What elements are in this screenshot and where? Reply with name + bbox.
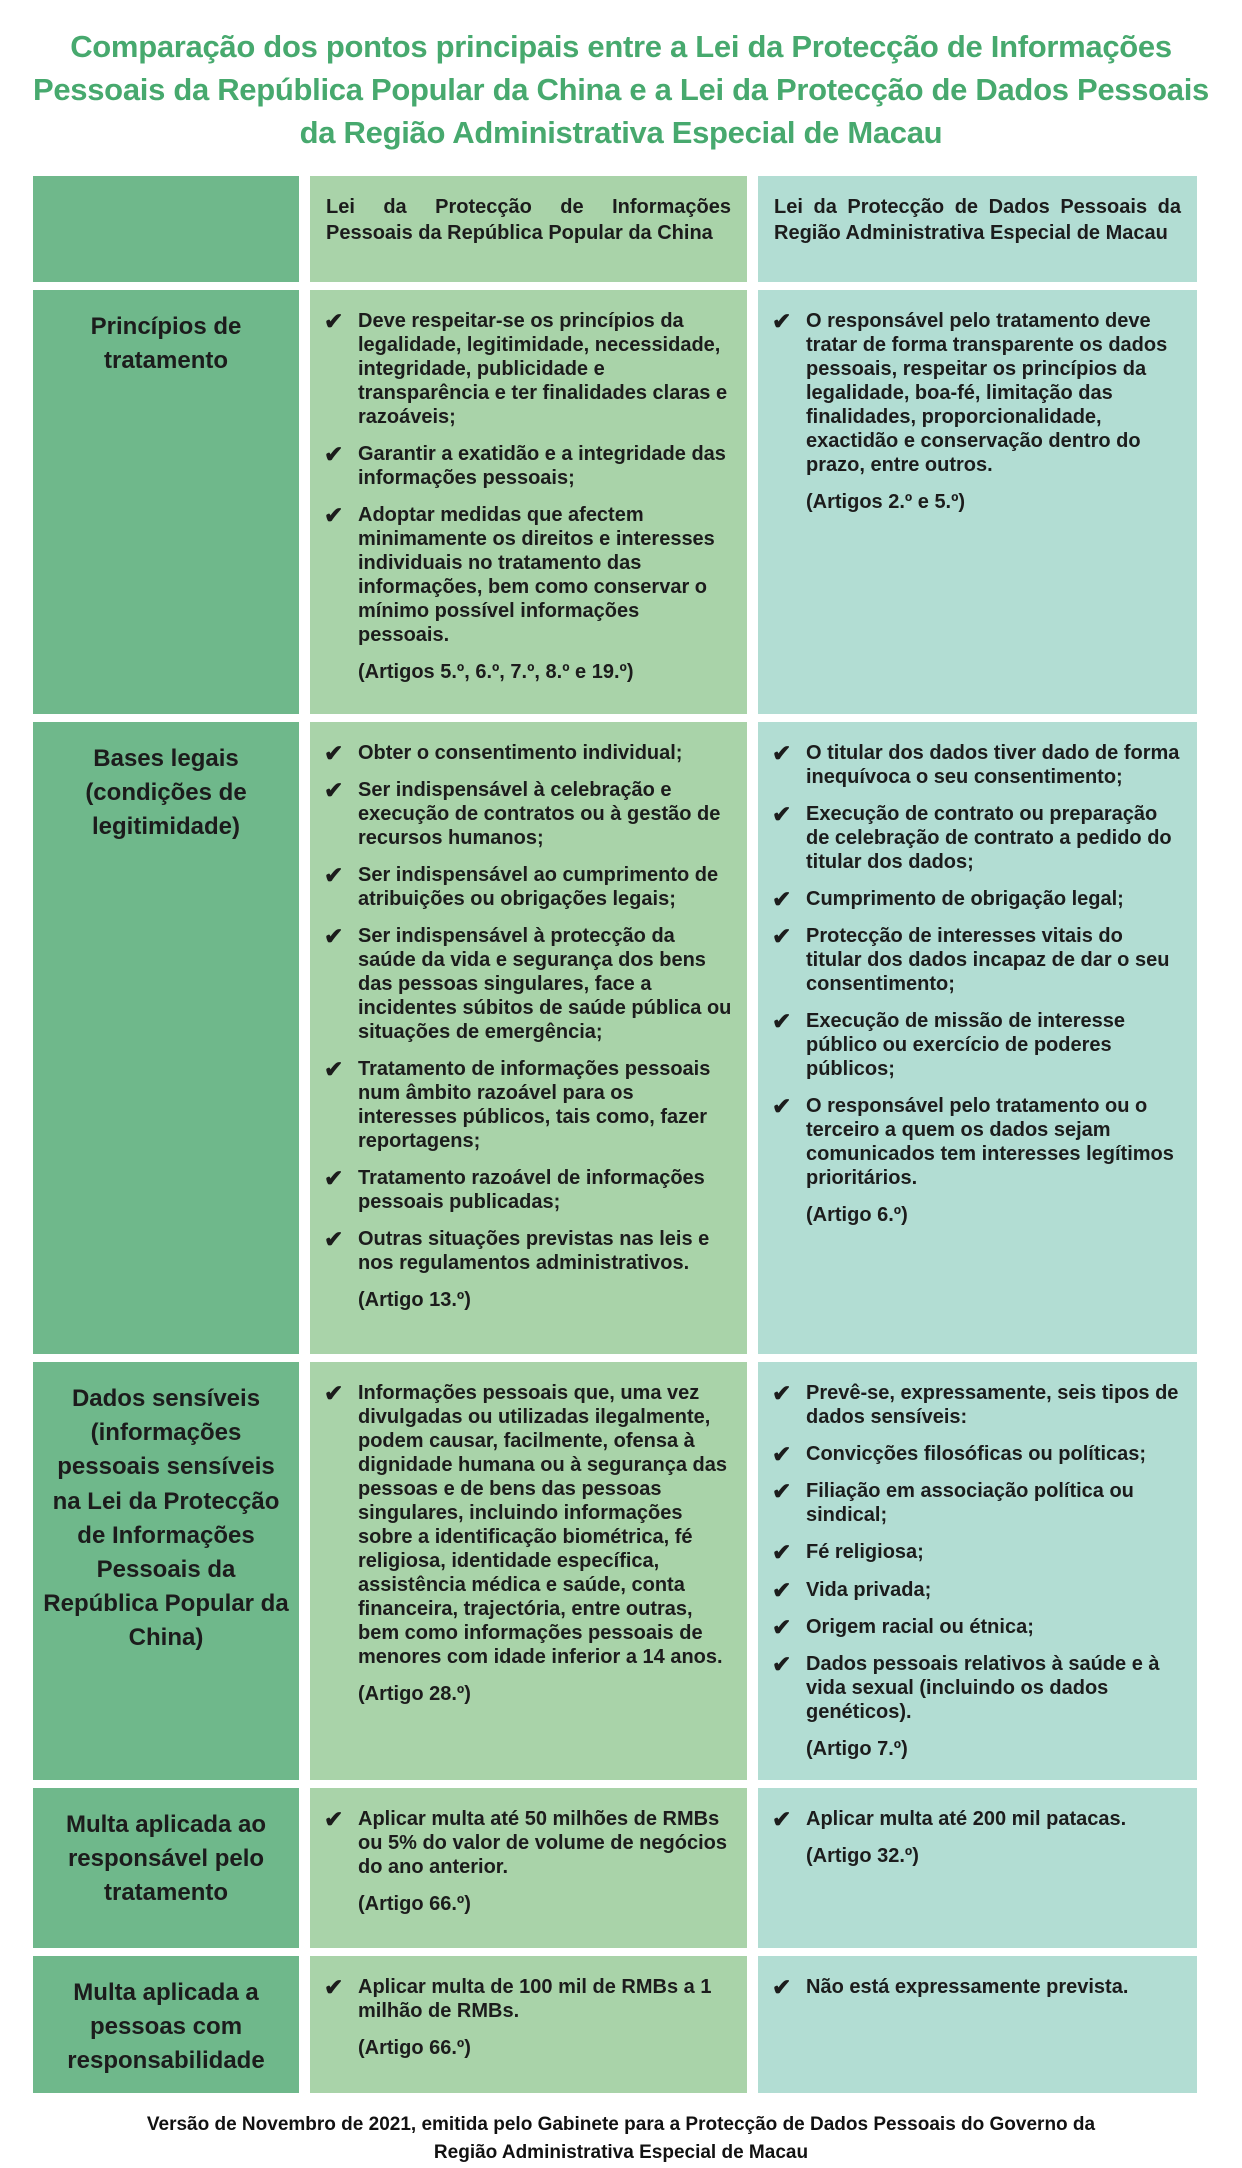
checklist-item: [772, 1615, 1183, 1639]
check-icon: ✔: [324, 1974, 344, 2001]
check-icon: ✔: [324, 1380, 344, 1407]
check-icon: ✔: [324, 1056, 344, 1083]
article-reference: (Artigo 66.º): [358, 2037, 471, 2060]
item-text: Convicções filosóficas ou políticas;: [806, 1443, 1147, 1466]
checklist-item: [324, 924, 733, 1044]
checklist-item: [324, 778, 733, 850]
item-text: Aplicar multa até 50 milhões de RMBs ou 5% do valor de volume de negócios do ano anterior.: [358, 1808, 727, 1879]
check-icon: ✔: [772, 1478, 792, 1505]
item-text: Outras situações previstas nas leis e nos regulamentos administrativos.: [358, 1228, 710, 1275]
check-icon: ✔: [324, 923, 344, 950]
item-text: Não está expressamente prevista.: [806, 1976, 1129, 1999]
macau-law-cell: [758, 722, 1197, 1354]
check-icon: ✔: [772, 1008, 792, 1035]
article-reference: (Artigos 2.º e 5.º): [806, 491, 966, 514]
item-text: Fé religiosa;: [806, 1541, 924, 1564]
column-header-macau-law: Lei da Protecção de Dados Pessoais da Região Administrativa Especial de Macau: [758, 176, 1197, 282]
check-icon: ✔: [772, 1806, 792, 1833]
article-reference: (Artigo 7.º): [806, 1737, 908, 1760]
item-text: Informações pessoais que, uma vez divulgadas ou utilizadas ilegalmente, podem causar, facilmente, ofensa à dignidade humana ou à segurança das pessoas e de bens das pessoas singulares, incluindo informações sobre a identificação biométrica, fé religiosa, identidade específica, assistência médica e saúde, conta financeira, trajectória, entre outras, bem como informações pessoais de menores com idade inferior a 14 anos.: [358, 1382, 727, 1669]
item-text: Obter o consentimento individual;: [358, 742, 683, 765]
row-header: Multa aplicada a pessoas com responsabilidade: [33, 1956, 299, 2092]
article-reference: (Artigo 28.º): [358, 1683, 471, 1706]
check-icon: ✔: [324, 1226, 344, 1253]
item-text: Execução de missão de interesse público ou exercício de poderes públicos;: [806, 1010, 1126, 1081]
checklist-item: [324, 741, 733, 765]
check-icon: ✔: [324, 441, 344, 468]
check-icon: ✔: [772, 1441, 792, 1468]
item-text: Tratamento razoável de informações pessoais publicadas;: [358, 1167, 705, 1214]
checklist-item: [772, 309, 1183, 477]
checklist-item: [772, 802, 1183, 874]
item-text: O titular dos dados tiver dado de forma inequívoca o seu consentimento;: [806, 742, 1180, 789]
checklist-item: [772, 741, 1183, 789]
checklist-item: [772, 924, 1183, 996]
checklist-item: [772, 1009, 1183, 1081]
macau-law-cell: [758, 1956, 1197, 2092]
item-text: O responsável pelo tratamento ou o terceiro a quem os dados sejam comunicados tem interesses legítimos prioritários.: [806, 1095, 1174, 1190]
item-text: Dados pessoais relativos à saúde e à vida sexual (incluindo os dados genéticos).: [806, 1652, 1160, 1723]
article-reference: (Artigo 66.º): [358, 1893, 471, 1916]
check-icon: ✔: [772, 1974, 792, 2001]
check-icon: ✔: [324, 862, 344, 889]
check-icon: ✔: [772, 886, 792, 913]
checklist-item: [772, 1381, 1183, 1429]
checklist-item: [324, 1166, 733, 1214]
item-text: Tratamento de informações pessoais num âmbito razoável para os interesses públicos, tais como, fazer reportagens;: [358, 1058, 711, 1153]
check-icon: ✔: [324, 1165, 344, 1192]
checklist-item: [772, 1442, 1183, 1466]
check-icon: ✔: [324, 502, 344, 529]
checklist-item: [324, 1807, 733, 1879]
article-reference: (Artigo 13.º): [358, 1289, 471, 1312]
row-header: Multa aplicada ao responsável pelo tratamento: [33, 1788, 299, 1948]
item-text: Ser indispensável à celebração e execução de contratos ou à gestão de recursos humanos;: [358, 779, 721, 850]
macau-law-cell: [758, 290, 1197, 714]
checklist-item: [324, 503, 733, 647]
check-icon: ✔: [324, 1806, 344, 1833]
column-header-china-law: Lei da Protecção de Informações Pessoais da República Popular da China: [310, 176, 747, 282]
macau-law-cell: [758, 1362, 1197, 1780]
item-text: Aplicar multa até 200 mil patacas.: [806, 1808, 1127, 1831]
china-law-cell: [310, 722, 747, 1354]
checklist-item: [772, 887, 1183, 911]
check-icon: ✔: [772, 1539, 792, 1566]
checklist-item: [772, 1540, 1183, 1564]
check-icon: ✔: [772, 740, 792, 767]
check-icon: ✔: [324, 740, 344, 767]
checklist-item: [772, 1479, 1183, 1527]
item-text: Filiação em associação política ou sindical;: [806, 1480, 1134, 1527]
macau-law-cell: [758, 1788, 1197, 1948]
corner-cell: [33, 176, 299, 282]
comparison-table: [33, 176, 1197, 2092]
item-text: Protecção de interesses vitais do titular dos dados incapaz de dar o seu consentimento;: [806, 925, 1170, 996]
checklist-item: [324, 442, 733, 490]
check-icon: ✔: [772, 1613, 792, 1640]
item-text: Garantir a exatidão e a integridade das informações pessoais;: [358, 443, 726, 490]
item-text: Ser indispensável à protecção da saúde da vida e segurança dos bens das pessoas singulares, face a incidentes súbitos de saúde pública ou situações de emergência;: [358, 925, 732, 1044]
checklist-item: [324, 1227, 733, 1275]
china-law-cell: [310, 290, 747, 714]
checklist-item: [772, 1975, 1183, 1999]
article-reference: (Artigos 5.º, 6.º, 7.º, 8.º e 19.º): [358, 661, 634, 684]
page-title: Comparação dos pontos principais entre a Lei da Protecção de Informações Pessoais da República Popular da China e a Lei da Protecção de Dados Pessoais da Região Administrativa Especial de Macau: [32, 29, 1209, 150]
check-icon: ✔: [772, 923, 792, 950]
item-text: Cumprimento de obrigação legal;: [806, 888, 1124, 911]
row-header: Dados sensíveis (informações pessoais sensíveis na Lei da Protecção de Informações Pessoais da República Popular da China): [33, 1362, 299, 1780]
row-header: Bases legais (condições de legitimidade): [33, 722, 299, 1354]
item-text: Aplicar multa de 100 mil de RMBs a 1 milhão de RMBs.: [358, 1976, 712, 2023]
checklist-item: [324, 1057, 733, 1153]
check-icon: ✔: [772, 801, 792, 828]
item-text: Deve respeitar-se os princípios da legalidade, legitimidade, necessidade, integridade, publicidade e transparência e ter finalidades claras e razoáveis;: [358, 310, 728, 429]
item-text: O responsável pelo tratamento deve tratar de forma transparente os dados pessoais, respeitar os princípios da legalidade, boa-fé, limitação das finalidades, proporcionalidade, exactidão e conservação dentro do prazo, entre outros.: [806, 310, 1168, 477]
checklist-item: [772, 1807, 1183, 1831]
article-reference: (Artigo 6.º): [806, 1204, 908, 1227]
item-text: Origem racial ou étnica;: [806, 1615, 1034, 1638]
checklist-item: [324, 309, 733, 429]
checklist-item: [324, 1381, 733, 1669]
check-icon: ✔: [772, 1650, 792, 1677]
check-icon: ✔: [772, 308, 792, 335]
check-icon: ✔: [324, 308, 344, 335]
checklist-item: [772, 1652, 1183, 1724]
item-text: Adoptar medidas que afectem minimamente os direitos e interesses individuais no tratamento das informações, bem como conservar o mínimo possível informações pessoais.: [358, 504, 715, 647]
china-law-cell: [310, 1788, 747, 1948]
checklist-item: [324, 863, 733, 911]
item-text: Execução de contrato ou preparação de celebração de contrato a pedido do titular dos dados;: [806, 803, 1172, 874]
china-law-cell: [310, 1362, 747, 1780]
check-icon: ✔: [772, 1576, 792, 1603]
check-icon: ✔: [324, 777, 344, 804]
checklist-item: [772, 1578, 1183, 1602]
checklist-item: [324, 1975, 733, 2023]
check-icon: ✔: [772, 1380, 792, 1407]
checklist-item: [772, 1094, 1183, 1190]
article-reference: (Artigo 32.º): [806, 1845, 919, 1868]
item-text: Ser indispensável ao cumprimento de atribuições ou obrigações legais;: [358, 864, 719, 911]
china-law-cell: [310, 1956, 747, 2092]
item-text: Prevê-se, expressamente, seis tipos de dados sensíveis:: [806, 1382, 1179, 1429]
check-icon: ✔: [772, 1093, 792, 1120]
footer-note: Versão de Novembro de 2021, emitida pelo Gabinete para a Protecção de Dados Pessoais do Governo da Região Administrativa Especial de Macau: [146, 2113, 1096, 2164]
item-text: Vida privada;: [806, 1578, 932, 1601]
row-header: Princípios de tratamento: [33, 290, 299, 714]
